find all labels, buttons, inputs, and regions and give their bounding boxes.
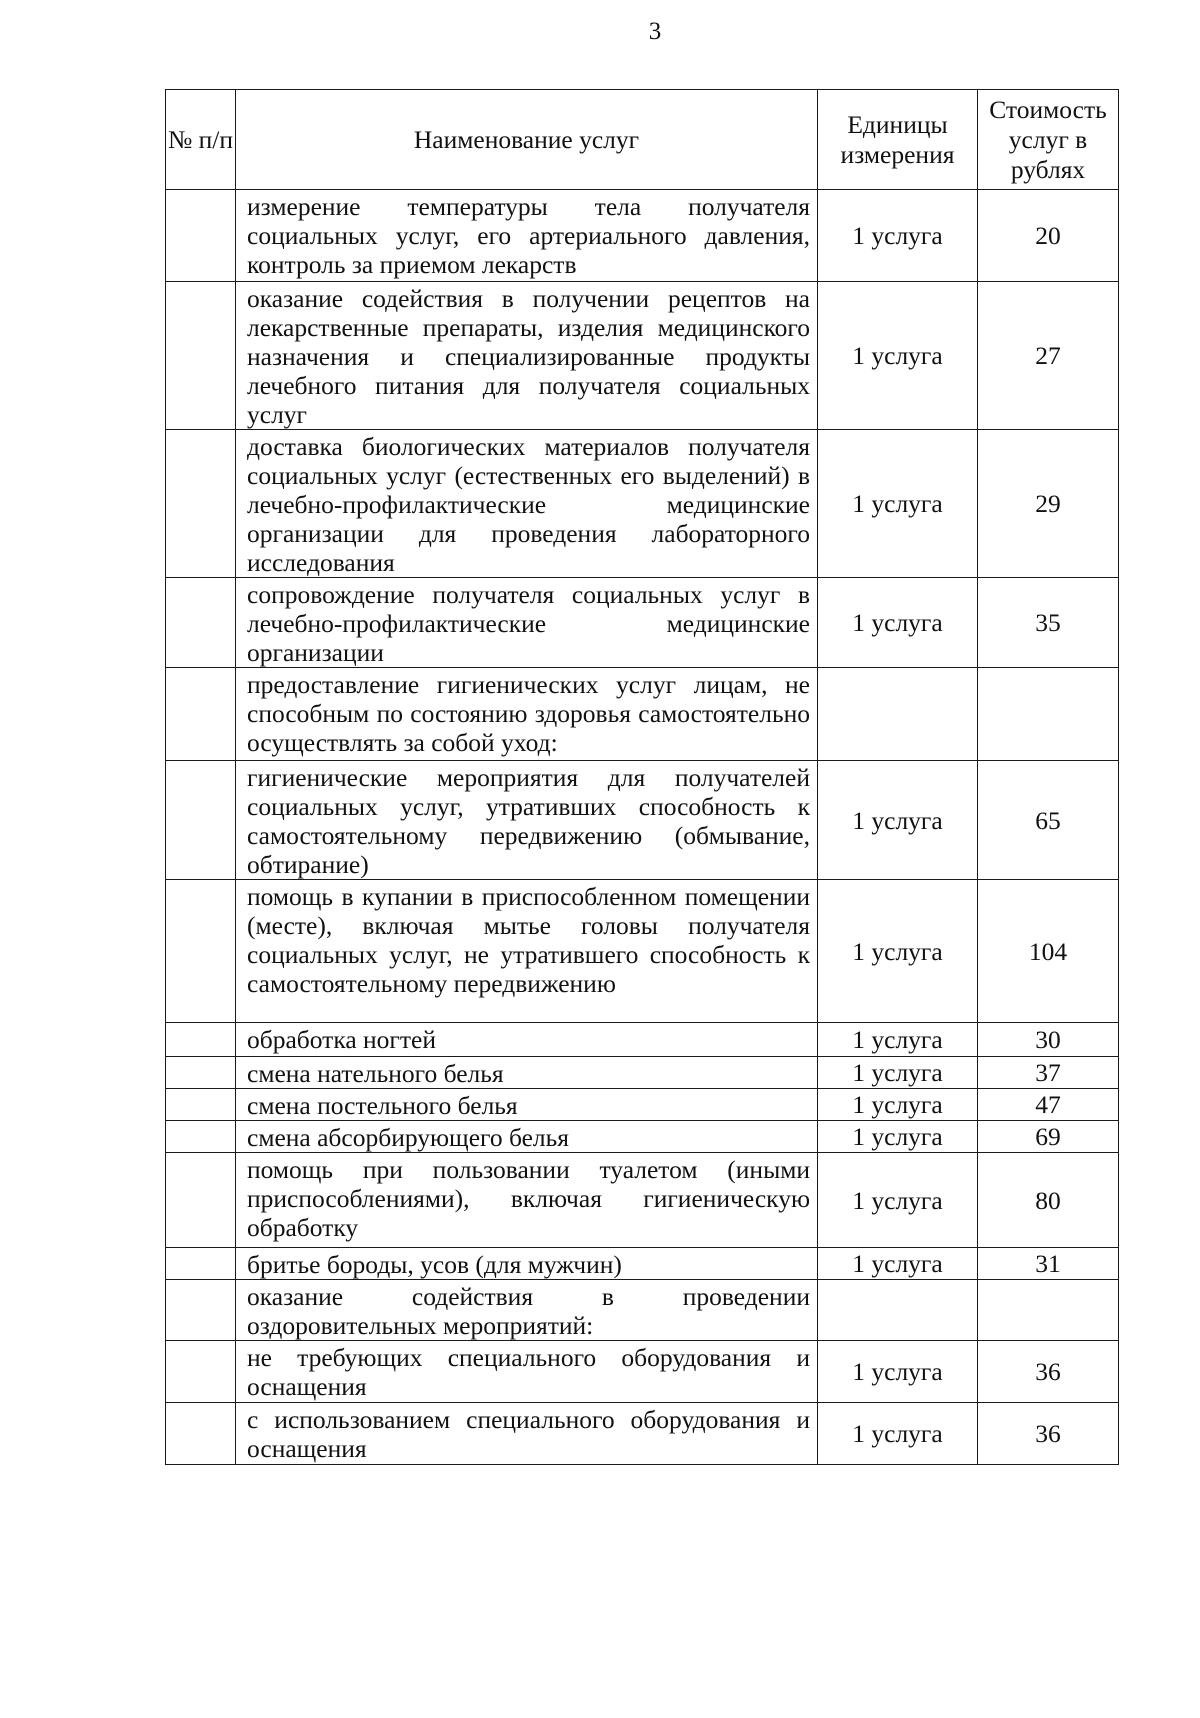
- row-number-cell: [166, 578, 236, 668]
- row-number-cell: [166, 1089, 236, 1121]
- row-number-cell: [166, 282, 236, 430]
- unit-cell: 1 услуга: [818, 880, 978, 1023]
- price-cell: [978, 1280, 1119, 1341]
- table-row: [166, 282, 1119, 430]
- unit-cell: 1 услуга: [818, 578, 978, 668]
- price-cell: 29: [978, 430, 1119, 578]
- service-name-cell: смена постельного белья: [236, 1089, 818, 1121]
- header-number: № п/п: [166, 90, 236, 190]
- row-number-cell: [166, 190, 236, 282]
- row-number-cell: [166, 1023, 236, 1057]
- unit-cell: 1 услуга: [818, 1153, 978, 1248]
- header-price: Стоимость услуг в рублях: [978, 90, 1119, 190]
- unit-cell: 1 услуга: [818, 190, 978, 282]
- price-cell: 36: [978, 1403, 1119, 1465]
- table-row: [166, 761, 1119, 880]
- price-cell: 47: [978, 1089, 1119, 1121]
- price-cell: 69: [978, 1121, 1119, 1153]
- unit-cell: [818, 1280, 978, 1341]
- header-service-name: Наименование услуг: [236, 90, 818, 190]
- unit-cell: 1 услуга: [818, 1057, 978, 1089]
- row-number-cell: [166, 1341, 236, 1403]
- row-number-cell: [166, 1153, 236, 1248]
- service-name-cell: гигиенические мероприятия для получателей социальных услуг, утративших способность к самостоятельному передвижению (обмывание, обтирание): [236, 761, 818, 880]
- service-name-cell: обработка ногтей: [236, 1023, 818, 1057]
- service-name-cell: бритье бороды, усов (для мужчин): [236, 1248, 818, 1280]
- service-name-cell: предоставление гигиенических услуг лицам, не способным по состоянию здоровья самостоятельно осуществлять за собой уход:: [236, 668, 818, 761]
- unit-cell: 1 услуга: [818, 1403, 978, 1465]
- service-name-cell: помощь при пользовании туалетом (иными приспособлениями), включая гигиеническую обработку: [236, 1153, 818, 1248]
- service-name-cell: оказание содействия в проведении оздоровительных мероприятий:: [236, 1280, 818, 1341]
- table-header-row: [166, 90, 1119, 190]
- price-cell: 80: [978, 1153, 1119, 1248]
- row-number-cell: [166, 880, 236, 1023]
- table-row: [166, 1023, 1119, 1057]
- service-name-cell: не требующих специального оборудования и оснащения: [236, 1341, 818, 1403]
- unit-cell: 1 услуга: [818, 430, 978, 578]
- row-number-cell: [166, 1057, 236, 1089]
- header-unit: Единицы измерения: [818, 90, 978, 190]
- service-name-cell: измерение температуры тела получателя социальных услуг, его артериального давления, контроль за приемом лекарств: [236, 190, 818, 282]
- row-number-cell: [166, 1248, 236, 1280]
- table-row: [166, 1403, 1119, 1465]
- services-price-table: [165, 89, 1119, 1465]
- row-number-cell: [166, 668, 236, 761]
- table-row: [166, 430, 1119, 578]
- table-row: [166, 880, 1119, 1023]
- price-cell: 37: [978, 1057, 1119, 1089]
- unit-cell: 1 услуга: [818, 1089, 978, 1121]
- table-row: [166, 1280, 1119, 1341]
- price-cell: 65: [978, 761, 1119, 880]
- table-row: [166, 1089, 1119, 1121]
- price-cell: 27: [978, 282, 1119, 430]
- service-name-cell: смена абсорбирующего белья: [236, 1121, 818, 1153]
- service-name-cell: доставка биологических материалов получателя социальных услуг (естественных его выделений) в лечебно-профилактические медицинские организации для проведения лабораторного исследования: [236, 430, 818, 578]
- table-row: [166, 578, 1119, 668]
- row-number-cell: [166, 1121, 236, 1153]
- row-number-cell: [166, 761, 236, 880]
- price-cell: 20: [978, 190, 1119, 282]
- service-name-cell: с использованием специального оборудования и оснащения: [236, 1403, 818, 1465]
- unit-cell: 1 услуга: [818, 761, 978, 880]
- table-row: [166, 668, 1119, 761]
- table-row: [166, 1121, 1119, 1153]
- unit-cell: 1 услуга: [818, 1341, 978, 1403]
- row-number-cell: [166, 1403, 236, 1465]
- table-body: [166, 190, 1119, 1465]
- price-cell: 104: [978, 880, 1119, 1023]
- table-row: [166, 190, 1119, 282]
- unit-cell: 1 услуга: [818, 1023, 978, 1057]
- price-cell: 31: [978, 1248, 1119, 1280]
- price-cell: [978, 668, 1119, 761]
- table-row: [166, 1153, 1119, 1248]
- service-name-cell: смена нательного белья: [236, 1057, 818, 1089]
- service-name-cell: оказание содействия в получении рецептов на лекарственные препараты, изделия медицинского назначения и специализированные продукты лечебного питания для получателя социальных услуг: [236, 282, 818, 430]
- unit-cell: 1 услуга: [818, 282, 978, 430]
- row-number-cell: [166, 1280, 236, 1341]
- page-number: 3: [648, 18, 662, 45]
- table-row: [166, 1248, 1119, 1280]
- price-cell: 30: [978, 1023, 1119, 1057]
- unit-cell: 1 услуга: [818, 1121, 978, 1153]
- price-cell: 35: [978, 578, 1119, 668]
- table-row: [166, 1341, 1119, 1403]
- row-number-cell: [166, 430, 236, 578]
- table-row: [166, 1057, 1119, 1089]
- price-cell: 36: [978, 1341, 1119, 1403]
- service-name-cell: сопровождение получателя социальных услуг в лечебно-профилактические медицинские организации: [236, 578, 818, 668]
- unit-cell: 1 услуга: [818, 1248, 978, 1280]
- service-name-cell: помощь в купании в приспособленном помещении (месте), включая мытье головы получателя социальных услуг, не утратившего способность к самостоятельному передвижению: [236, 880, 818, 1023]
- unit-cell: [818, 668, 978, 761]
